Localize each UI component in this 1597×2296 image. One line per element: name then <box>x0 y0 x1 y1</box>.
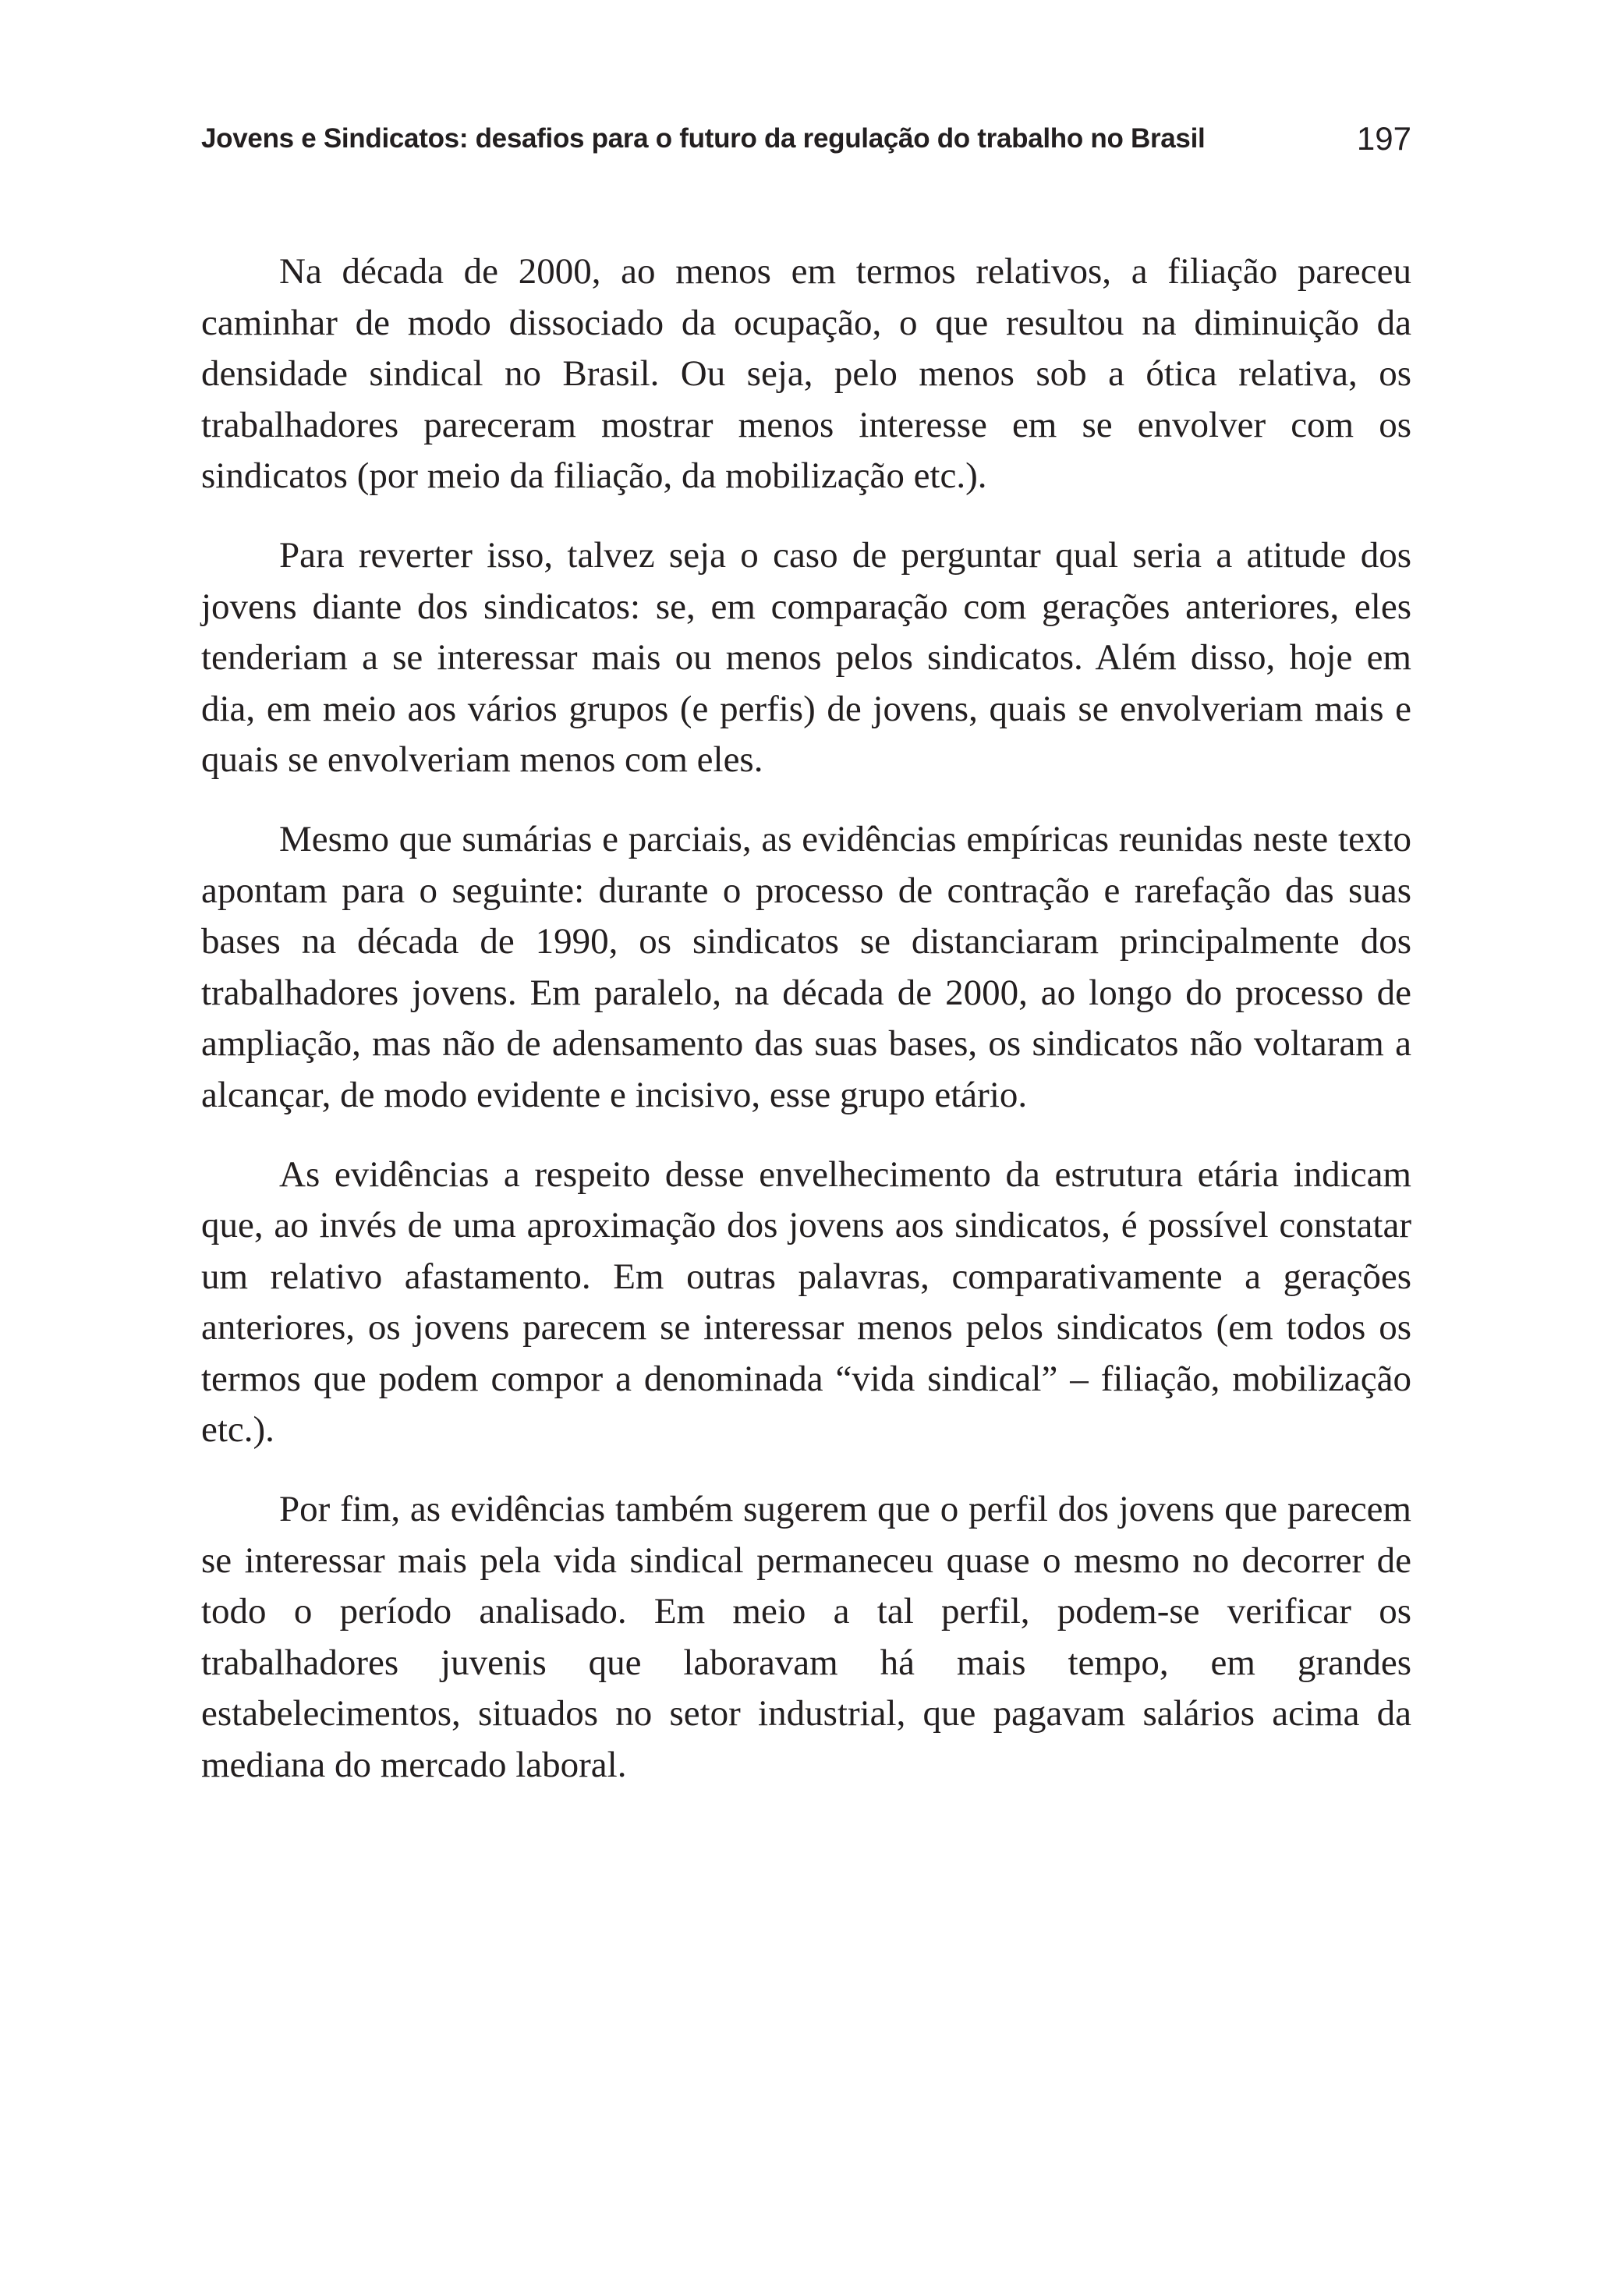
paragraph: As evidências a respeito desse envelhecimento da estrutura etária indicam que, ao invés de uma aproximação dos jovens aos sindicatos, é possível constatar um relativo afastamento. Em outras palavras, comparativamente a gerações anteriores, os jovens parecem se interessar menos pelos sindicatos (em todos os termos que podem compor a denominada “vida sindical” – filiação, mobilização etc.). <box>201 1153 1411 1451</box>
running-header <box>201 117 1411 161</box>
running-title: Jovens e Sindicatos: desafios para o futuro da regulação do trabalho no Brasil <box>201 123 1206 154</box>
paragraph: Na década de 2000, ao menos em termos relativos, a filiação pareceu caminhar de modo dissociado da ocupação, o que resultou na diminuição da densidade sindical no Brasil. Ou seja, pelo menos sob a ótica relativa, os trabalhadores pareceram mostrar menos interesse em se envolver com os sindicatos (por meio da filiação, da mobilização etc.). <box>201 251 1411 497</box>
paragraph: Por fim, as evidências também sugerem que o perfil dos jovens que parecem se interessar mais pela vida sindical permaneceu quase o mesmo no decorrer de todo o período analisado. Em meio a tal perfil, podem-se verificar os trabalhadores juvenis que laboravam há mais tempo, em grandes estabelecimentos, situados no setor industrial, que pagavam salários acima da mediana do mercado laboral. <box>201 1489 1411 1786</box>
paragraph: Para reverter isso, talvez seja o caso de perguntar qual seria a atitude dos jovens diante dos sindicatos: se, em comparação com gerações anteriores, eles tenderiam a se interessar mais ou menos pelos sindicatos. Além disso, hoje em dia, em meio aos vários grupos (e perfis) de jovens, quais se envolveriam mais e quais se envolveriam menos com eles. <box>201 534 1411 781</box>
body-text <box>201 246 1411 1819</box>
paragraph: Mesmo que sumárias e parciais, as evidências empíricas reunidas neste texto apontam para o seguinte: durante o processo de contração e rarefação das suas bases na década de 1990, os sindicatos se distanciaram principalmente dos trabalhadores jovens. Em paralelo, na década de 2000, ao longo do processo de ampliação, mas não de adensamento das suas bases, os sindicatos não voltaram a alcançar, de modo evidente e incisivo, esse grupo etário. <box>201 818 1411 1115</box>
page-number: 197 <box>1356 120 1411 157</box>
